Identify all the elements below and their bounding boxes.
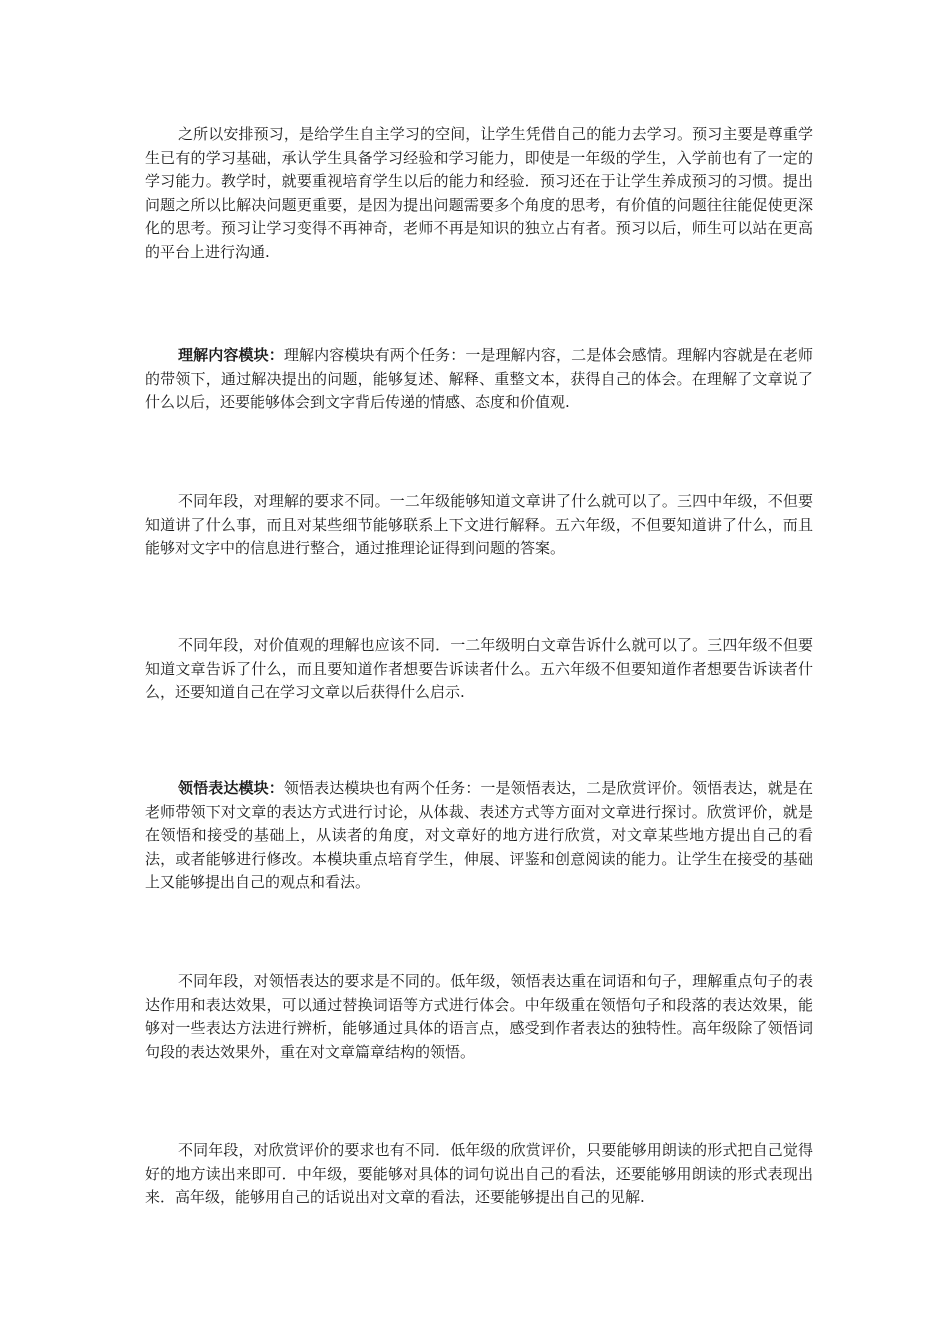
paragraph-expression-module [145, 777, 813, 895]
paragraph-grade-understanding [145, 490, 813, 561]
paragraph-text: 不同年段，对理解的要求不同。一二年级能够知道文章讲了什么就可以了。三四中年级，不但要知道讲了什么事，而且对某些细节能够联系上下文进行解释。五六年级，不但要知道讲了什么，而且能够对文字中的信息进行整合，通过推理论证得到问题的答案。 [145, 492, 813, 558]
paragraph-grade-expression [145, 970, 813, 1064]
paragraph-text: 不同年段，对欣赏评价的要求也有不同．低年级的欣赏评价，只要能够用朗读的形式把自己觉得好的地方读出来即可．中年级，要能够对具体的词句说出自己的看法，还要能够用朗读的形式表现出来．高年级，能够用自己的话说出对文章的看法，还要能够提出自己的见解. [145, 1141, 813, 1207]
paragraph-text: 领悟表达模块也有两个任务：一是领悟表达，二是欣赏评价。领悟表达，就是在老师带领下对文章的表达方式进行讨论，从体裁、表述方式等方面对文章进行探讨。欣赏评价，就是在领悟和接受的基础上，从读者的角度，对文章好的地方进行欣赏，对文章某些地方提出自己的看法，或者能够进行修改。本模块重点培育学生，伸展、评鉴和创意阅读的能力。让学生在接受的基础上又能够提出自己的观点和看法。 [145, 779, 813, 892]
paragraph-heading: 领悟表达模块： [178, 779, 284, 797]
paragraph-grade-values [145, 634, 813, 705]
paragraph-preview [145, 123, 813, 265]
paragraph-text: 不同年段，对领悟表达的要求是不同的。低年级，领悟表达重在词语和句子，理解重点句子的表达作用和表达效果，可以通过替换词语等方式进行体会。中年级重在领悟句子和段落的表达效果，能够对一些表达方法进行辨析，能够通过具体的语言点，感受到作者表达的独特性。高年级除了领悟词句段的表达效果外，重在对文章篇章结构的领悟。 [145, 972, 813, 1061]
paragraph-heading: 理解内容模块： [178, 346, 284, 364]
paragraph-understanding-module [145, 344, 813, 415]
paragraph-text: 不同年段，对价值观的理解也应该不同．一二年级明白文章告诉什么就可以了。三四年级不但要知道文章告诉了什么，而且要知道作者想要告诉读者什么。五六年级不但要知道作者想要告诉读者什么，还要知道自己在学习文章以后获得什么启示. [145, 636, 813, 702]
paragraph-text: 之所以安排预习，是给学生自主学习的空间，让学生凭借自己的能力去学习。预习主要是尊重学生已有的学习基础，承认学生具备学习经验和学习能力，即使是一年级的学生，入学前也有了一定的学习能力。教学时，就要重视培育学生以后的能力和经验．预习还在于让学生养成预习的习惯。提出问题之所以比解决问题更重要，是因为提出问题需要多个角度的思考，有价值的问题往往能促使更深化的思考。预习让学习变得不再神奇，老师不再是知识的独立占有者。预习以后，师生可以站在更高的平台上进行沟通. [145, 125, 813, 261]
paragraph-grade-appreciation [145, 1139, 813, 1210]
paragraph-text: 理解内容模块有两个任务：一是理解内容，二是体会感情。理解内容就是在老师的带领下，通过解决提出的问题，能够复述、解释、重整文本，获得自己的体会。在理解了文章说了什么以后，还要能够体会到文字背后传递的情感、态度和价值观. [145, 346, 813, 412]
